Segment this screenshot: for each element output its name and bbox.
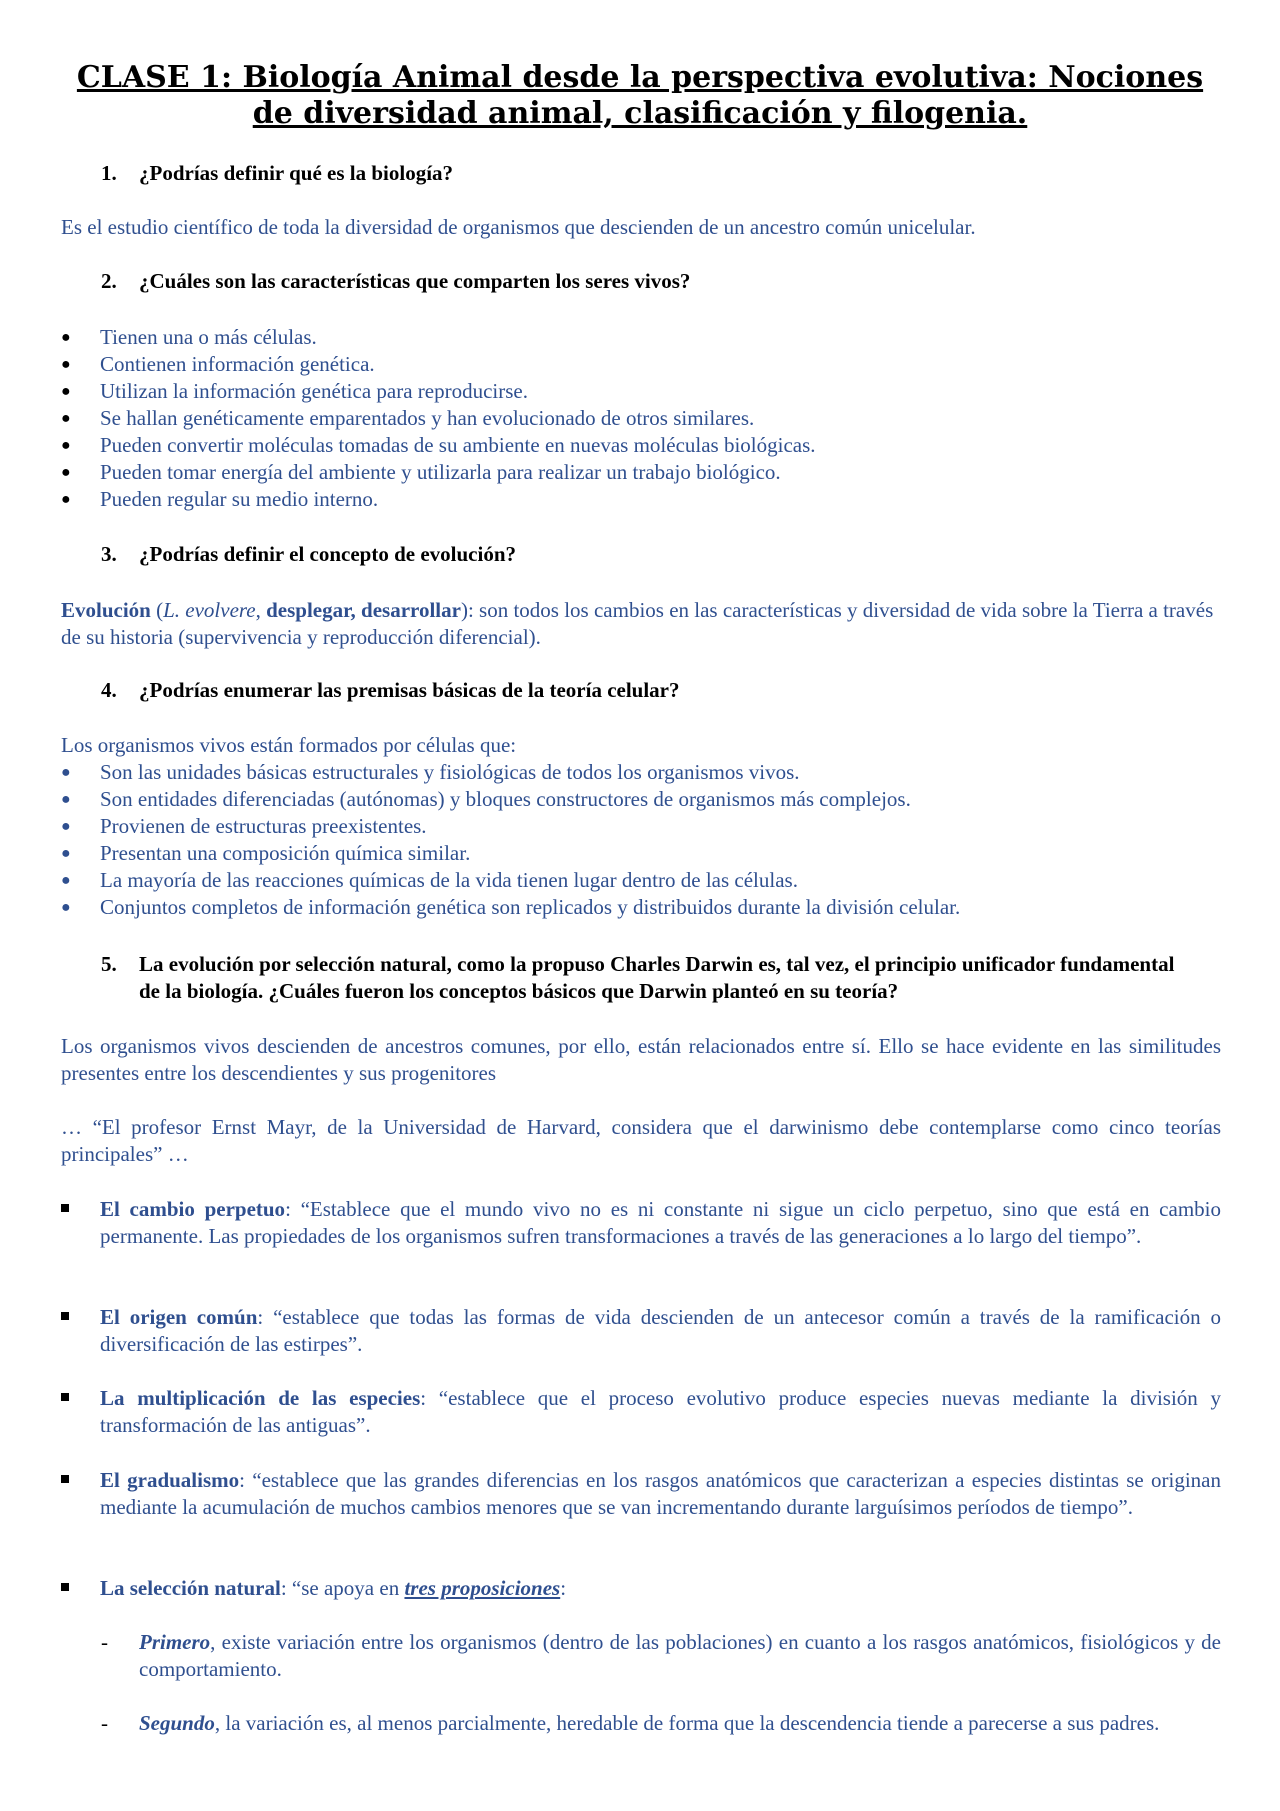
theory-item: La multiplicación de las especies: “establece que el proceso evolutivo produce especies nuevas mediante la división y transformación de las antiguas”. bbox=[61, 1385, 1221, 1439]
question-number: 5. bbox=[101, 952, 117, 976]
tres-proposiciones-link: tres proposiciones bbox=[404, 1576, 561, 1600]
latin-term: L. evolvere bbox=[163, 598, 256, 622]
square-bullet-icon bbox=[61, 1204, 69, 1212]
answer-4-intro: Los organismos vivos están formados por células que: bbox=[61, 733, 517, 757]
square-bullet-icon bbox=[61, 1583, 69, 1591]
question-text: ¿Podrías enumerar las premisas básicas de la teoría celular? bbox=[139, 678, 680, 702]
question-5 bbox=[0, 951, 1280, 1005]
question-number: 4. bbox=[101, 678, 117, 702]
question-text: ¿Cuáles son las características que comparten los seres vivos? bbox=[139, 269, 691, 293]
bullet-icon: ● bbox=[61, 410, 71, 427]
theory-item: La selección natural: “se apoya en tres proposiciones: bbox=[61, 1575, 1221, 1602]
bullet-icon: ● bbox=[61, 464, 71, 481]
square-bullet-icon bbox=[61, 1393, 69, 1401]
question-number: 1. bbox=[101, 161, 117, 185]
bullet-icon: ● bbox=[61, 437, 71, 454]
question-number: 2. bbox=[101, 269, 117, 293]
answer-3: Evolución (L. evolvere, desplegar, desarrollar): son todos los cambios en las características y diversidad de vida sobre la Tierra a través de su historia (supervivencia y reproducción diferencial). bbox=[61, 598, 1214, 649]
proposition-term: Segundo bbox=[139, 1711, 215, 1735]
answer-1: Es el estudio científico de toda la diversidad de organismos que descienden de un ancestro común unicelular. bbox=[61, 215, 976, 239]
answer-5-paragraph-1: Los organismos vivos descienden de ancestros comunes, por ello, están relacionados entre sí. Ello se hace evidente en las similitudes presentes entre los descendientes y sus progenitores bbox=[61, 1034, 1221, 1085]
proposition-term: Primero bbox=[139, 1630, 211, 1654]
bullet-icon: ● bbox=[61, 791, 71, 808]
theory-term: La selección natural bbox=[100, 1576, 281, 1600]
proposition-item: - Segundo, la variación es, al menos parcialmente, heredable de forma que la descendencia tiende a parecerse a sus padres. bbox=[101, 1711, 1160, 1735]
theory-term: El gradualismo bbox=[100, 1468, 240, 1492]
question-text: La evolución por selección natural, como la propuso Charles Darwin es, tal vez, el principio unificador fundamental de la biología. ¿Cuáles fueron los conceptos básicos que Darwin planteó en su teoría? bbox=[139, 952, 1175, 1003]
theory-item: El gradualismo: “establece que las grandes diferencias en los rasgos anatómicos que caracterizan a especies distintas se originan mediante la acumulación de muchos cambios menores que se van incrementando durante larguísimos períodos de tiempo”. bbox=[61, 1467, 1221, 1521]
theory-term: La multiplicación de las especies bbox=[100, 1386, 421, 1410]
term-evolucion: Evolución bbox=[61, 598, 151, 622]
question-text: ¿Podrías definir qué es la biología? bbox=[139, 161, 454, 185]
theory-term: El cambio perpetuo bbox=[100, 1197, 286, 1221]
theory-item: El cambio perpetuo: “Establece que el mundo vivo no es ni constante ni sigue un ciclo perpetuo, sino que está en cambio permanente. Las propiedades de los organismos sufren transformaciones a través de las generaciones a lo largo del tiempo”. bbox=[61, 1196, 1221, 1250]
bullet-icon: ● bbox=[61, 356, 71, 373]
bullet-icon: ● bbox=[61, 872, 71, 889]
term-meaning: desplegar, desarrollar bbox=[266, 598, 461, 622]
bullet-icon: ● bbox=[61, 383, 71, 400]
page-title: CLASE 1: Biología Animal desde la perspectiva evolutiva: Nociones de diversidad animal, clasificación y filogenia. bbox=[76, 60, 1204, 131]
square-bullet-icon bbox=[61, 1312, 69, 1320]
bullet-icon: ● bbox=[61, 329, 71, 346]
question-number: 3. bbox=[101, 542, 117, 566]
bullet-icon: ● bbox=[61, 764, 71, 781]
bullet-icon: ● bbox=[61, 899, 71, 916]
square-bullet-icon bbox=[61, 1475, 69, 1483]
bullet-icon: ● bbox=[61, 818, 71, 835]
bullet-icon: ● bbox=[61, 845, 71, 862]
theory-item: El origen común: “establece que todas las formas de vida descienden de un antecesor común a través de la ramificación o diversificación de las estirpes”. bbox=[61, 1304, 1221, 1358]
answer-5-paragraph-2: … “El profesor Ernst Mayr, de la Universidad de Harvard, considera que el darwinismo debe contemplarse como cinco teorías principales” … bbox=[61, 1115, 1221, 1166]
question-text: ¿Podrías definir el concepto de evolución? bbox=[139, 542, 517, 566]
dash-bullet-icon: - bbox=[101, 1630, 108, 1654]
proposition-item: - Primero, existe variación entre los organismos (dentro de las poblaciones) en cuanto a los rasgos anatómicos, fisiológicos y de comportamiento. bbox=[101, 1630, 1221, 1681]
theory-term: El origen común bbox=[100, 1305, 258, 1329]
document-page: CLASE 1: Biología Animal desde la perspectiva evolutiva: Nociones de diversidad animal, clasificación y filogenia. 1. ¿Podrías definir qué es la biología? Es el estudio científico de toda la diversidad de organismos que descienden de un ancestro común unicelular. 2. ¿Cuáles son las características que comparten los seres vivos? ● Tienen una o más células. ● Contienen información genética. ● Utilizan la información genética para reproducirse. ● Se hallan genéticamente emparentados y han evolucionado de otros similares. ● Pueden convertir moléculas tomadas de su ambiente en nuevas moléculas biológicas. ● Pueden tomar energía del ambiente y utilizarla para realizar un trabajo biológico. ● Pueden regular su medio interno. 3. ¿Podrías definir el concepto de evolución? Evolución (L. evolvere, desplegar, desarrollar): son todos los cambios en las características y diversidad de vida sobre la Tierra a través de su historia (supervivencia y reproducción diferencial). 4. ¿Podrías enumerar las premisas básicas de la teoría celular? Los organismos vivos están formados por células que: ● Son las unidades básicas estructurales y fisiológicas de todos los organismos vivos. ● Son entidades diferenciadas (autónomas) y bloques constructores de organismos más complejos. ● Provienen de estructuras preexistentes. ● Presentan una composición química similar. ● La mayoría de las reacciones químicas de la vida tienen lugar dentro de las células. ● Conjuntos completos de información genética son replicados y distribuidos durante la división celular. 5. La evolución por selección natural, como la propuso Charles Darwin es, tal vez, el principio unificador fundamental de la biología. ¿Cuáles fueron los conceptos básicos que Darwin planteó en su teoría? Los organismos vivos descienden de ancestros comunes, por ello, están relacionados entre sí. Ello se hace evidente en las similitudes presentes entre los descendientes y sus progenitores … “El profesor Ernst Mayr, de la Universidad de Harvard, considera que el darwinismo debe contemplarse como cinco teorías principales” … El cambio perpetuo: “Establece que el mundo vivo no es ni constante ni sigue un ciclo perpetuo, sino que está en cambio permanente. Las propiedades de los organismos sufren transformaciones a través de las generaciones a lo largo del tiempo”. El origen común: “establece que todas las formas de vida descienden de un antecesor común a través de la ramificación o diversificación de las estirpes”. La multiplicación de las especies: “establece que el proceso evolutivo produce especies nuevas mediante la división y transformación de las antiguas”. El gradualismo: “establece que las grandes diferencias en los rasgos anatómicos que caracterizan a especies distintas se originan mediante la acumulación de muchos cambios menores que se van incrementando durante larguísimos períodos de tiempo”. La selección natural: “se apoya en tres proposiciones: - Primero, existe variación entre los organismos (dentro de las poblaciones) en cuanto a los rasgos anatómicos, fisiológicos y de comportamiento. - Segundo, la variación es, al menos parcialmente, heredable de forma que la descendencia tiende a parecerse a sus padres. bbox=[0, 0, 1280, 1811]
bullet-icon: ● bbox=[61, 491, 71, 508]
dash-bullet-icon: - bbox=[101, 1711, 108, 1735]
